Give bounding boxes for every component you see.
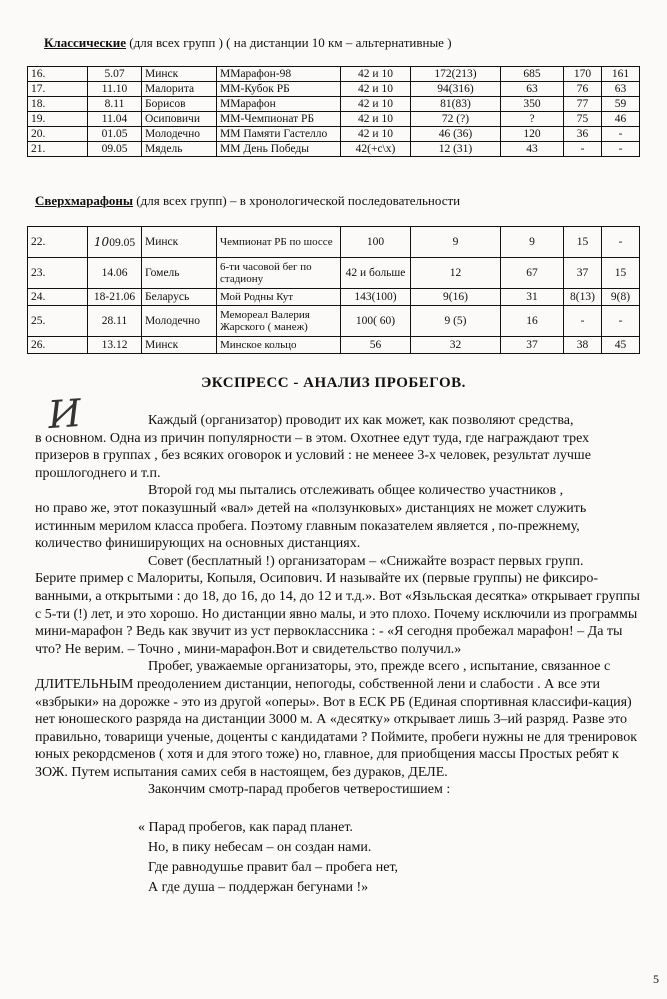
ultra-cell: 26.	[28, 337, 88, 354]
classic-cell: 161	[602, 67, 640, 82]
classic-cell: 685	[501, 67, 564, 82]
paragraph: Берите пример с Малориты, Копыля, Осипович. И называйте их (первые группы) не фиксиро-ванными, а открытыми : до 18, до 16, до 14, до 12 и т.д.». Вот «Язьльская десятка» открывает группы с 5-ти (!) лет, и это хорошо. Но дистанции явно малы, и это плохо. Почему исключили из программы мини-марафон ? Ведь как звучит из уст первоклассника : - «Я сегодня пробежал марафон! – Да ты что? Не верим. – Точно , мини-марафон.Вот и свидетельство получил.»	[35, 571, 640, 657]
ultra-cell: -	[564, 306, 602, 337]
classic-cell: 8.11	[88, 97, 142, 112]
classic-cell: 20.	[28, 127, 88, 142]
ultra-cell: Беларусь	[142, 289, 217, 306]
classic-cell: Минск	[142, 67, 217, 82]
classic-cell: 72 (?)	[411, 112, 501, 127]
ultra-date: 14.06	[101, 267, 128, 279]
ultra-row	[28, 227, 640, 258]
ultra-date: 18-21.06	[93, 291, 136, 303]
paragraph: Каждый (организатор) проводит их как может, как позволяют средства,	[148, 413, 574, 428]
ultra-cell: -	[602, 227, 640, 258]
classic-cell: 42 и 10	[341, 112, 411, 127]
classic-cell: 42 и 10	[341, 97, 411, 112]
ultra-cell: Гомель	[142, 258, 217, 289]
classic-cell: 81(83)	[411, 97, 501, 112]
classic-cell: 172(213)	[411, 67, 501, 82]
ultra-cell: 15	[602, 258, 640, 289]
ultra-event-name: Мемореал Валерия Жарского ( манеж)	[217, 306, 341, 337]
handwritten-correction: 10	[93, 234, 110, 249]
ultra-cell: Молодечно	[142, 306, 217, 337]
ultra-row	[28, 289, 640, 306]
classic-cell: 17.	[28, 82, 88, 97]
poem-line: « Парад пробегов, как парад планет.	[138, 820, 353, 835]
classic-cell: ?	[501, 112, 564, 127]
classic-table	[27, 66, 640, 157]
ultra-cell: 15	[564, 227, 602, 258]
poem-line: А где душа – поддержан бегунами !»	[148, 880, 369, 895]
ultra-event-name: Чемпионат РБ по шоссе	[217, 227, 341, 258]
ultra-row	[28, 306, 640, 337]
ultra-event-name: Мой Родны Кут	[217, 289, 341, 306]
ultra-event-name: Минское кольцо	[217, 337, 341, 354]
ultra-cell: 23.	[28, 258, 88, 289]
ultra-cell: Минск	[142, 227, 217, 258]
ultra-event-name: 6-ти часовой бег по стадиону	[217, 258, 341, 289]
classic-cell: 21.	[28, 142, 88, 157]
classic-cell: 63	[501, 82, 564, 97]
ultra-cell: 100	[341, 227, 411, 258]
ultra-row	[28, 258, 640, 289]
ultra-table	[27, 226, 640, 354]
classic-cell: Малорита	[142, 82, 217, 97]
ultra-date-cell	[88, 306, 142, 337]
classic-cell: 170	[564, 67, 602, 82]
ultra-cell: 12	[411, 258, 501, 289]
section-title: ЭКСПРЕСС - АНАЛИЗ ПРОБЕГОВ.	[201, 375, 466, 391]
article-body	[35, 412, 645, 799]
classic-cell: -	[602, 127, 640, 142]
classic-cell: 94(316)	[411, 82, 501, 97]
classic-cell: ММ День Победы	[217, 142, 341, 157]
paragraph: но право же, этот показушный «вал» детей на «ползунковых» дистанциях не может служить истинным мерилом класса пробега. Поэтому главным показателем является , по-прежнему, количество финиширующих на основных дистанциях.	[35, 500, 587, 552]
ultra-cell: 56	[341, 337, 411, 354]
classic-cell: 11.10	[88, 82, 142, 97]
classic-cell: 5.07	[88, 67, 142, 82]
ultra-cell: 31	[501, 289, 564, 306]
ultra-date-cell	[88, 289, 142, 306]
ultra-cell: 16	[501, 306, 564, 337]
poem	[138, 818, 398, 898]
classic-cell: 42(+с\х)	[341, 142, 411, 157]
ultra-cell: 42 и больше	[341, 258, 411, 289]
classic-cell: 75	[564, 112, 602, 127]
classic-cell: ММ-Кубок РБ	[217, 82, 341, 97]
classic-cell: Молодечно	[142, 127, 217, 142]
classic-cell: 77	[564, 97, 602, 112]
ultra-cell: 45	[602, 337, 640, 354]
ultra-cell: 37	[564, 258, 602, 289]
classic-cell: 36	[564, 127, 602, 142]
classic-row	[28, 112, 640, 127]
classic-heading	[44, 35, 452, 51]
classic-cell: ММ-Чемпионат РБ	[217, 112, 341, 127]
classic-cell: Осиповичи	[142, 112, 217, 127]
classic-cell: 18.	[28, 97, 88, 112]
classic-cell: 09.05	[88, 142, 142, 157]
classic-cell: -	[602, 142, 640, 157]
classic-cell: ММарафон-98	[217, 67, 341, 82]
ultra-date: 28.11	[101, 315, 128, 327]
poem-line: Но, в пику небесам – он создан нами.	[148, 840, 372, 855]
classic-row	[28, 97, 640, 112]
poem-line: Где равнодушье правит бал – пробега нет,	[148, 860, 399, 875]
ultra-cell: 100( 60)	[341, 306, 411, 337]
ultra-cell: 32	[411, 337, 501, 354]
classic-cell: 12 (31)	[411, 142, 501, 157]
ultra-cell: 9	[501, 227, 564, 258]
classic-cell: 42 и 10	[341, 67, 411, 82]
classic-cell: 16.	[28, 67, 88, 82]
paragraph: ДЛИТЕЛЬНЫМ преодолением дистанции, непогоды, собственной лени и слабости . А все эти «взбрыки» на дорожке - это из другой «оперы». Вот в ЕСК РБ (Единая спортивная классифи-кация) нет юношеского разряда на дистанции 3000 м. А «десятку» открывает лишь 3–ий разряд. Разве это правильно, товарищи ученые, доценты с кандидатами ? Поймите, пробеги нужны не для тренировок юных рекордсменов ( хотя и для этого тоже) но, главное, для приобщения массы Простых ребят к ЗОЖ. Путем испытания самих себя в настоящем, без дураков, ДЕЛЕ.	[35, 676, 637, 780]
ultra-cell: 24.	[28, 289, 88, 306]
classic-title: Классические	[44, 35, 127, 50]
classic-cell: 120	[501, 127, 564, 142]
classic-row	[28, 67, 640, 82]
ultra-subtitle: (для всех групп) – в хронологической последовательности	[133, 193, 461, 208]
ultra-cell: 38	[564, 337, 602, 354]
ultra-cell: 8(13)	[564, 289, 602, 306]
ultra-date: 09.05	[109, 236, 136, 249]
classic-cell: 63	[602, 82, 640, 97]
classic-cell: 42 и 10	[341, 82, 411, 97]
ultra-cell: 9(16)	[411, 289, 501, 306]
classic-subtitle: (для всех групп ) ( на дистанции 10 км – альтернативные )	[126, 35, 452, 50]
ultra-cell: 22.	[28, 227, 88, 258]
classic-cell: -	[564, 142, 602, 157]
ultra-cell: 9	[411, 227, 501, 258]
ultra-date: 13.12	[101, 339, 128, 351]
paragraph: Пробег, уважаемые организаторы, это, прежде всего , испытание, связанное с	[148, 659, 611, 675]
ultra-date-cell	[88, 258, 142, 289]
paragraph: Закончим смотр-парад пробегов четверостишием :	[148, 782, 451, 798]
ultra-heading	[35, 193, 460, 209]
ultra-cell: 25.	[28, 306, 88, 337]
margin-mark: И	[46, 390, 83, 438]
classic-row	[28, 82, 640, 97]
classic-cell: 19.	[28, 112, 88, 127]
ultra-cell: Минск	[142, 337, 217, 354]
classic-cell: 01.05	[88, 127, 142, 142]
ultra-cell: 143(100)	[341, 289, 411, 306]
page-number: 5	[653, 972, 659, 986]
ultra-date-cell	[88, 227, 142, 258]
classic-cell: 76	[564, 82, 602, 97]
classic-cell: 46	[602, 112, 640, 127]
classic-cell: 11.04	[88, 112, 142, 127]
paragraph: Совет (бесплатный !) организаторам – «Снижайте возраст первых групп.	[148, 553, 584, 569]
ultra-row	[28, 337, 640, 354]
ultra-cell: 9 (5)	[411, 306, 501, 337]
classic-cell: 43	[501, 142, 564, 157]
ultra-cell: -	[602, 306, 640, 337]
classic-cell: 42 и 10	[341, 127, 411, 142]
ultra-date-cell	[88, 337, 142, 354]
classic-cell: ММ Памяти Гастелло	[217, 127, 341, 142]
ultra-cell: 67	[501, 258, 564, 289]
classic-row	[28, 142, 640, 157]
classic-row	[28, 127, 640, 142]
classic-cell: Борисов	[142, 97, 217, 112]
ultra-cell: 37	[501, 337, 564, 354]
paragraph: Второй год мы пытались отслеживать общее количество участников ,	[148, 483, 564, 499]
ultra-cell: 9(8)	[602, 289, 640, 306]
paragraph: в основном. Одна из причин популярности – в этом. Охотнее едут туда, где награждают трех призеров в группах , без всяких оговорок и условий : не менеее 3-х человек, результат лучше прошлогоднего и т.п.	[35, 430, 591, 481]
classic-cell: 46 (36)	[411, 127, 501, 142]
classic-cell: 59	[602, 97, 640, 112]
classic-cell: ММарафон	[217, 97, 341, 112]
classic-cell: Мядель	[142, 142, 217, 157]
ultra-title: Сверхмарафоны	[35, 193, 134, 208]
classic-cell: 350	[501, 97, 564, 112]
